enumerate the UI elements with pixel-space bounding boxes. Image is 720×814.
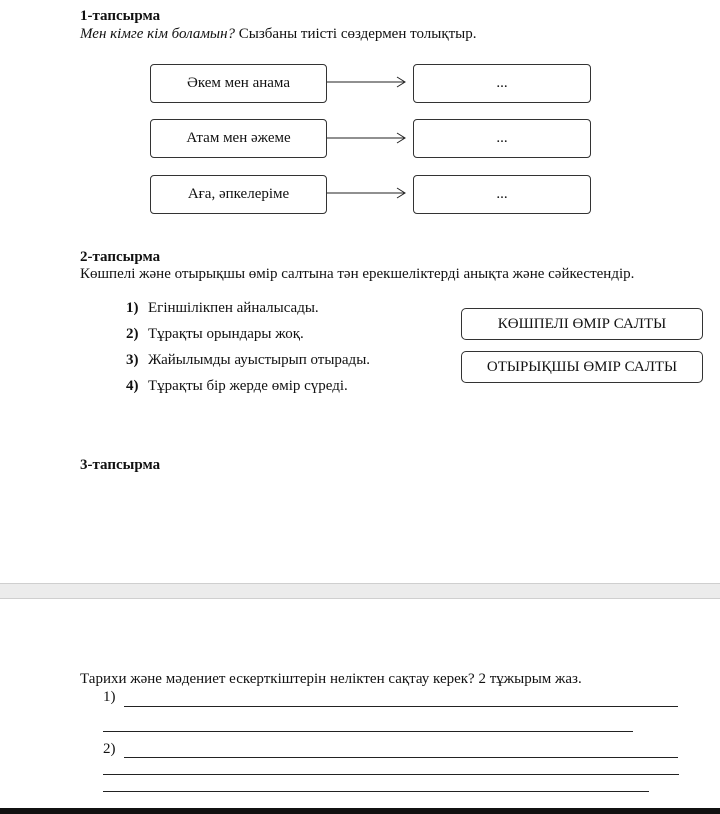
task2-item-2-text: Тұрақты орындары жоқ. <box>148 326 304 342</box>
task2-item-4 <box>126 378 348 395</box>
task2-item-2-num: 2) <box>126 326 139 342</box>
task3-question: Тарихи және мәдениет ескерткіштерін неліктен сақтау керек? 2 тұжырым жаз. <box>80 671 582 687</box>
answer-1-label: 1) <box>103 689 116 705</box>
task2-item-3 <box>126 352 370 369</box>
task2-item-1-text: Егіншілікпен айналысады. <box>148 300 319 316</box>
page-divider <box>0 583 720 599</box>
task1-row2-left-box: Атам мен әжеме <box>150 119 327 158</box>
task2-item-4-text: Тұрақты бір жерде өмір сүреді. <box>148 378 348 394</box>
task1-instruction <box>80 26 477 43</box>
bottom-edge-bar <box>0 808 720 814</box>
task2-instruction: Көшпелі және отырықшы өмір салтына тән ерекшеліктерді анықта және сәйкестендір. <box>80 266 635 282</box>
task1-row3-left-box: Аға, әпкелеріме <box>150 175 327 214</box>
category-nomadic-box[interactable]: КӨШПЕЛІ ӨМІР САЛТЫ <box>461 308 703 340</box>
task1-instruction-rest: Сызбаны тиісті сөздермен толықтыр. <box>235 26 477 42</box>
answer-2-label: 2) <box>103 741 116 757</box>
answer-2-line-b[interactable] <box>103 774 679 775</box>
task1-row2-arrow <box>327 130 413 146</box>
answer-2-line-a[interactable] <box>124 757 678 758</box>
task1-row1-left-box: Әкем мен анама <box>150 64 327 103</box>
task1-instruction-italic: Мен кімге кім боламын? <box>80 26 236 42</box>
task3-heading: 3-тапсырма <box>80 457 161 473</box>
task2-item-1-num: 1) <box>126 300 139 316</box>
task1-row3-answer-box[interactable]: ... <box>413 175 591 214</box>
task1-row1-answer-box[interactable]: ... <box>413 64 591 103</box>
task2-item-4-num: 4) <box>126 378 139 394</box>
task1-row3-arrow <box>327 185 413 201</box>
category-sedentary-box[interactable]: ОТЫРЫҚШЫ ӨМІР САЛТЫ <box>461 351 703 383</box>
answer-1-line-b[interactable] <box>103 731 633 732</box>
task2-item-1 <box>126 300 319 317</box>
task1-row2-answer-box[interactable]: ... <box>413 119 591 158</box>
task2-item-3-num: 3) <box>126 352 139 368</box>
task2-item-3-text: Жайылымды ауыстырып отырады. <box>148 352 371 368</box>
task1-heading: 1-тапсырма <box>80 8 161 24</box>
task2-item-2 <box>126 326 304 343</box>
task1-row1-arrow <box>327 74 413 90</box>
task2-heading: 2-тапсырма <box>80 249 161 265</box>
answer-2-line-c[interactable] <box>103 791 649 792</box>
answer-1-line-a[interactable] <box>124 706 678 707</box>
